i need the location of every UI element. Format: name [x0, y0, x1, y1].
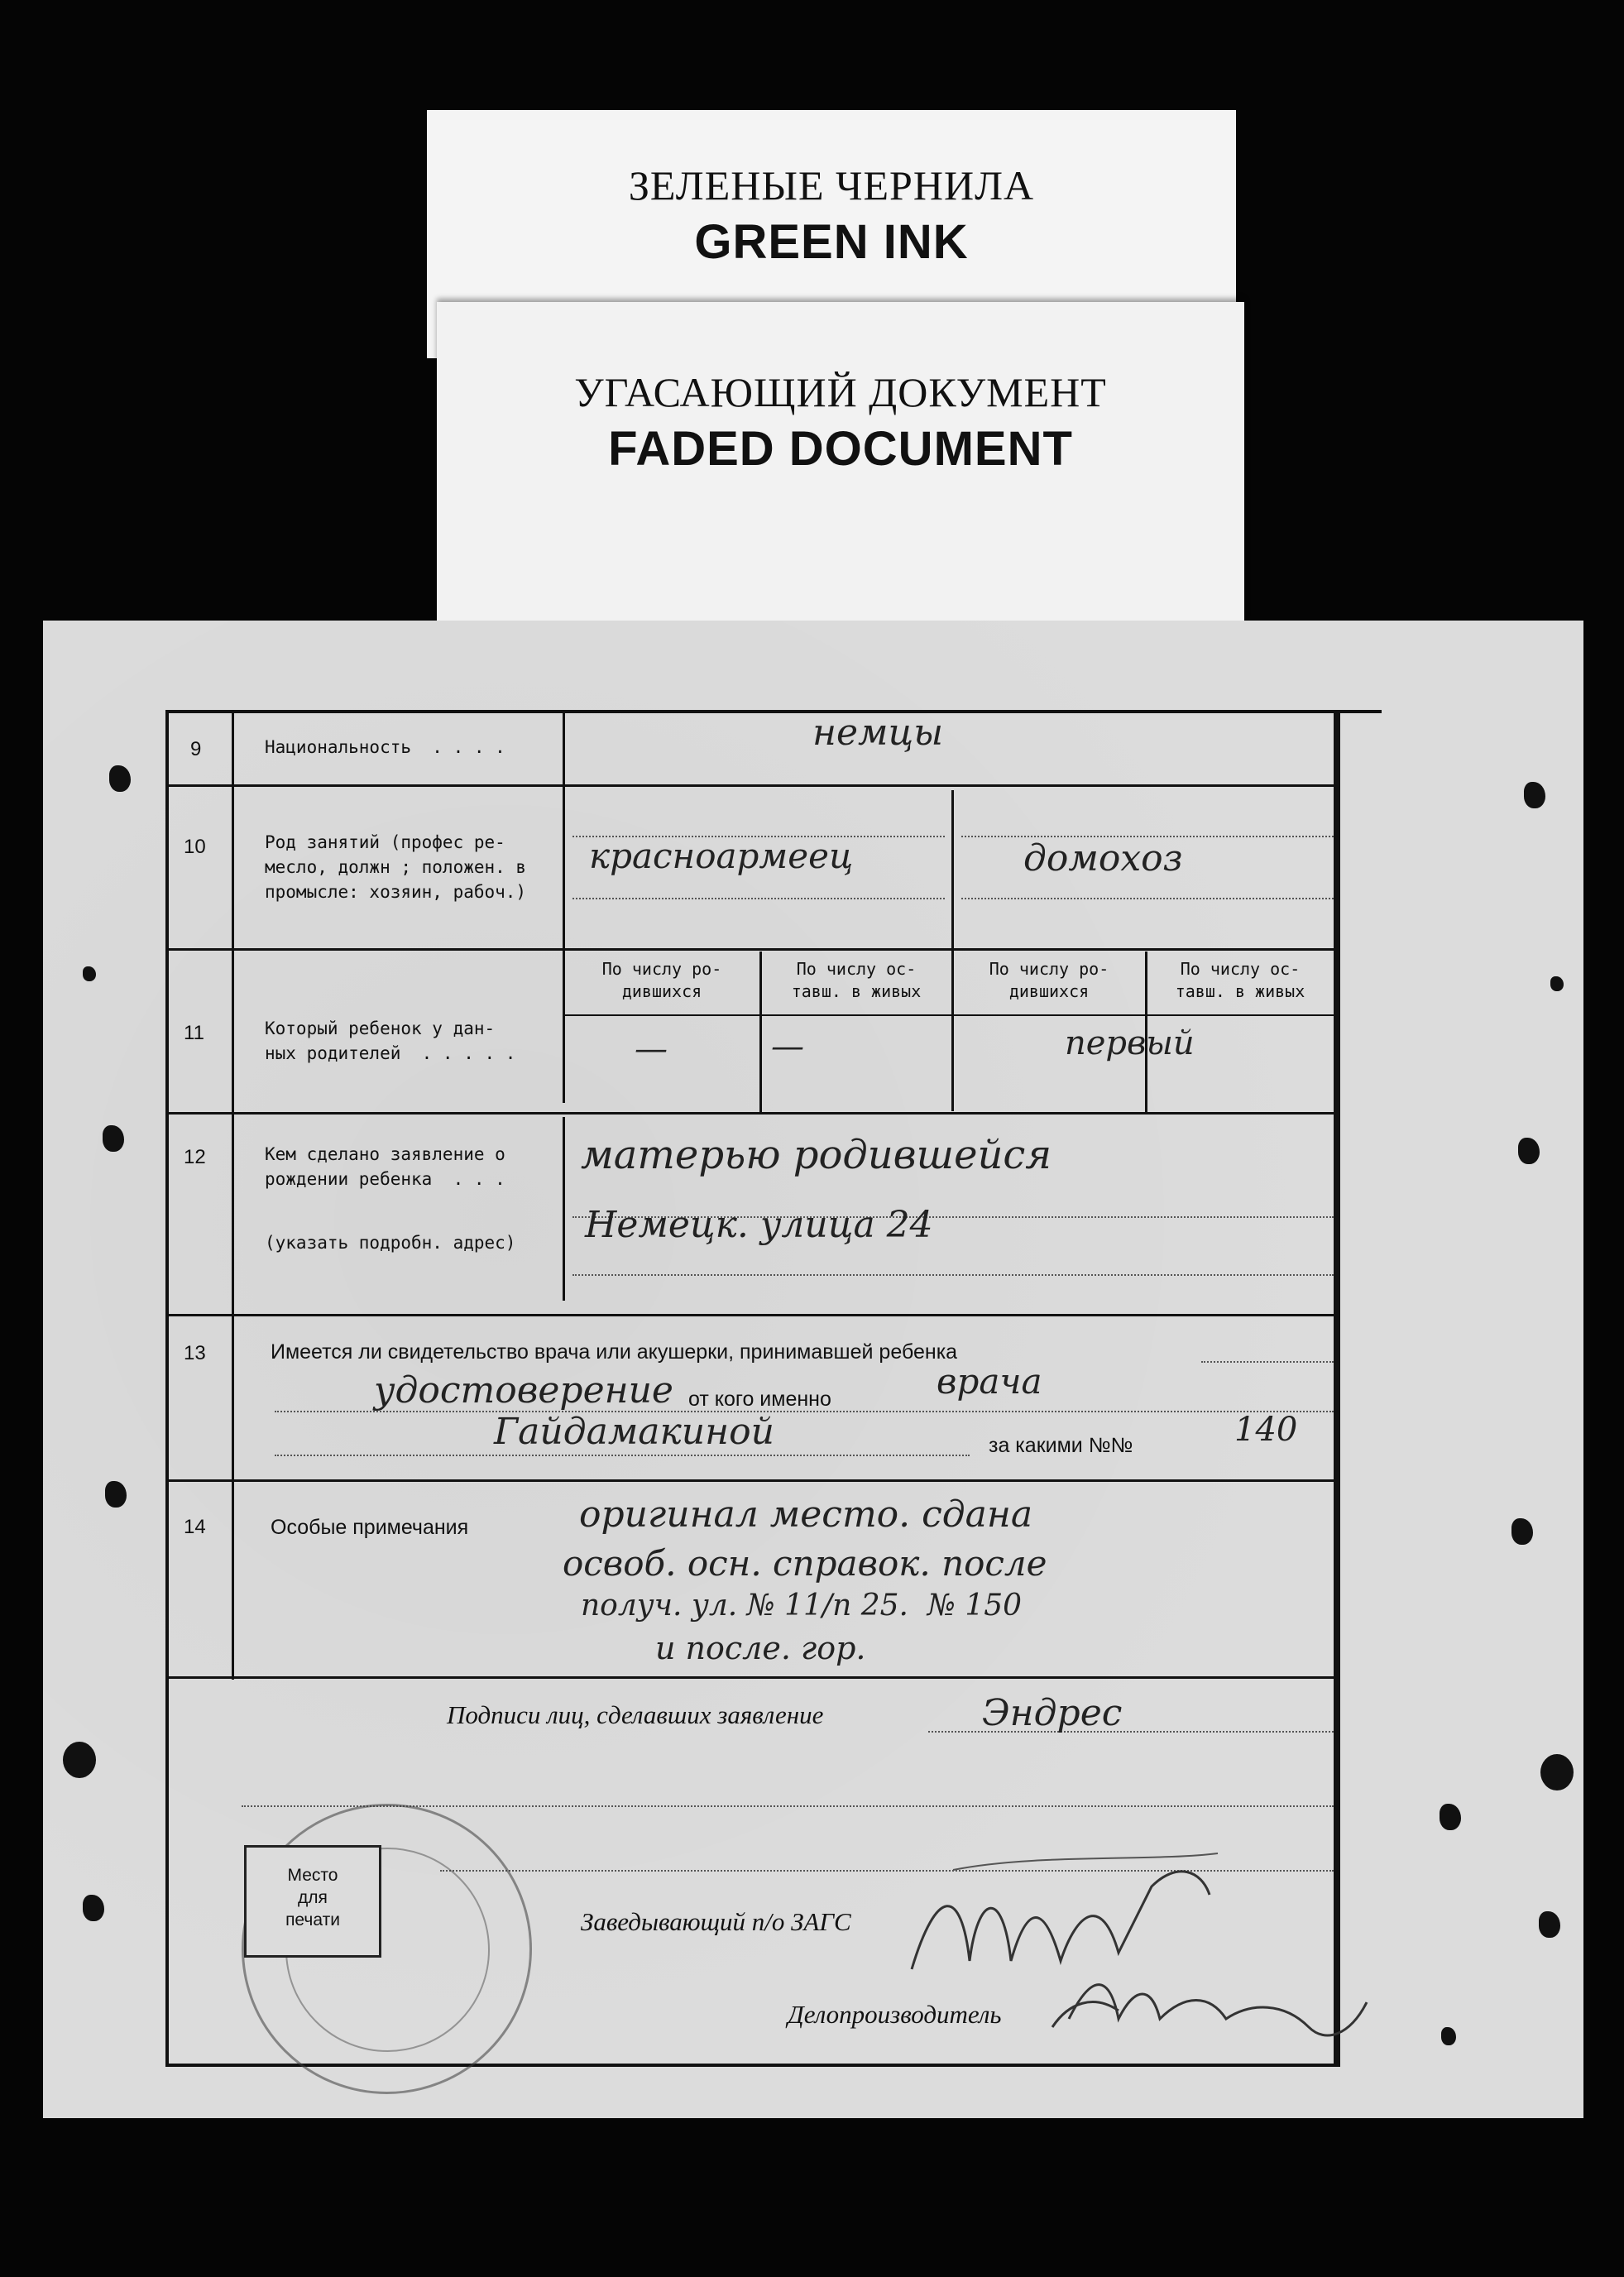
row-separator [165, 784, 1339, 787]
faded-document-ru: УГАСАЮЩИЙ ДОКУМЕНТ [574, 369, 1107, 415]
clerk-label: Делопроизводитель [788, 2000, 1002, 2029]
row-11-header-2: По числу ос- тавш. в живых [791, 959, 922, 1001]
row-11-value-2: — [771, 1028, 804, 1066]
punch-hole [1540, 1754, 1574, 1790]
row-12-line-2: Немецк. улица 24 [585, 1204, 933, 1246]
clerk-signature-scribble [1061, 1953, 1375, 2052]
faded-document-en: FADED DOCUMENT [608, 422, 1073, 476]
faded-document-card [437, 302, 1244, 621]
row-13-text-3: за какими №№ [989, 1434, 1133, 1457]
row-10-value-right: домохоз [1023, 837, 1183, 880]
row-11-value-3: первый [1065, 1024, 1195, 1062]
row-13-hw-3: Гайдамакиной [494, 1411, 774, 1453]
punch-hole [63, 1742, 96, 1778]
row-13-text-2: от кого именно [688, 1388, 831, 1411]
punch-hole [103, 1125, 124, 1152]
row-9-label: Национальность . . . . [265, 737, 505, 757]
form-sheet [43, 621, 1583, 2118]
row-separator [165, 1112, 1339, 1115]
row-separator [165, 948, 1339, 951]
row-11-number: 11 [184, 1022, 204, 1044]
row-13-text-1: Имеется ли свидетельство врача или акушерки, принимавшей ребенка [271, 1340, 958, 1364]
row-13-number: 13 [184, 1342, 206, 1364]
applicants-signature: Эндрес [982, 1692, 1123, 1734]
punch-hole [1441, 2027, 1456, 2045]
dotted-line [1201, 1361, 1334, 1363]
row-separator [165, 1676, 1339, 1679]
row-10-number: 10 [184, 836, 206, 858]
punch-hole [1550, 976, 1564, 991]
punch-hole [1539, 1911, 1560, 1938]
row-13-hw-2: врача [937, 1361, 1042, 1402]
row-14-line-3: получ. ул. № 11/п 25. № 150 [581, 1589, 1023, 1623]
row-10-label: Род занятий (профес ре- месло, должн ; положен. в промысле: хозяин, рабоч.) [265, 832, 527, 902]
punch-hole [83, 1895, 104, 1921]
row-9-number: 9 [190, 738, 202, 760]
applicants-signature-label: Подписи лиц, сделавших заявление [447, 1700, 824, 1729]
row-separator [165, 1479, 1339, 1482]
row-12-number: 12 [184, 1146, 206, 1168]
sub-header-line [563, 1014, 1339, 1016]
dotted-line [275, 1455, 970, 1456]
row-13-hw-1: удостоверение [374, 1369, 673, 1412]
green-ink-en: GREEN INK [694, 215, 969, 269]
row-14-number: 14 [184, 1516, 206, 1538]
dotted-line [572, 898, 945, 899]
punch-hole [1511, 1518, 1533, 1545]
row-11-value-1: — [635, 1030, 668, 1068]
table-border-right [1334, 710, 1340, 2067]
zags-head-label: Заведывающий п/о ЗАГС [581, 1907, 851, 1936]
row-separator [165, 1314, 1339, 1316]
number-column-line [232, 710, 234, 1479]
dotted-line [961, 898, 1334, 899]
seal-place-label: Место для печати [285, 1866, 340, 1929]
row-14-line-2: освоб. осн. справок. после [563, 1543, 1047, 1584]
label-column-line [563, 1117, 565, 1301]
punch-hole [109, 765, 131, 792]
table-border-top [165, 710, 1382, 713]
row-9-value: немцы [812, 712, 944, 754]
seal-place-box [244, 1845, 381, 1958]
row-12-label: Кем сделано заявление о рождении ребенка . . . [265, 1144, 505, 1189]
punch-hole [1440, 1804, 1461, 1830]
row-11-header-1: По числу ро- дившихся [601, 959, 722, 1001]
row-12-line-1: матерью родившейся [581, 1132, 1052, 1178]
row-13-hw-4: 140 [1234, 1411, 1298, 1449]
row-14-line-4: и после. гор. [655, 1630, 866, 1666]
row-14-label: Особые примечания [271, 1516, 469, 1539]
punch-hole [105, 1481, 127, 1508]
label-column-line [563, 710, 565, 1103]
punch-hole [1524, 782, 1545, 808]
number-column-line [232, 1481, 234, 1680]
table-border-left [165, 710, 169, 2067]
row-14-line-1: оригинал место. сдана [579, 1493, 1033, 1536]
green-ink-ru: ЗЕЛЕНЫЕ ЧЕРНИЛА [628, 162, 1035, 209]
mid-column-line [951, 790, 954, 1111]
row-11-label: Который ребенок у дан- ных родителей . . . . . [265, 1019, 516, 1063]
row-11-header-3: По числу ро- дившихся [989, 959, 1109, 1001]
punch-hole [1518, 1138, 1540, 1164]
row-12-address-label: (указать подробн. адрес) [265, 1233, 516, 1253]
row-11-header-4: По числу ос- тавш. в живых [1175, 959, 1305, 1001]
dotted-line [572, 1274, 1334, 1276]
row-10-value-left: красноармеец [589, 836, 854, 876]
punch-hole [83, 966, 96, 981]
